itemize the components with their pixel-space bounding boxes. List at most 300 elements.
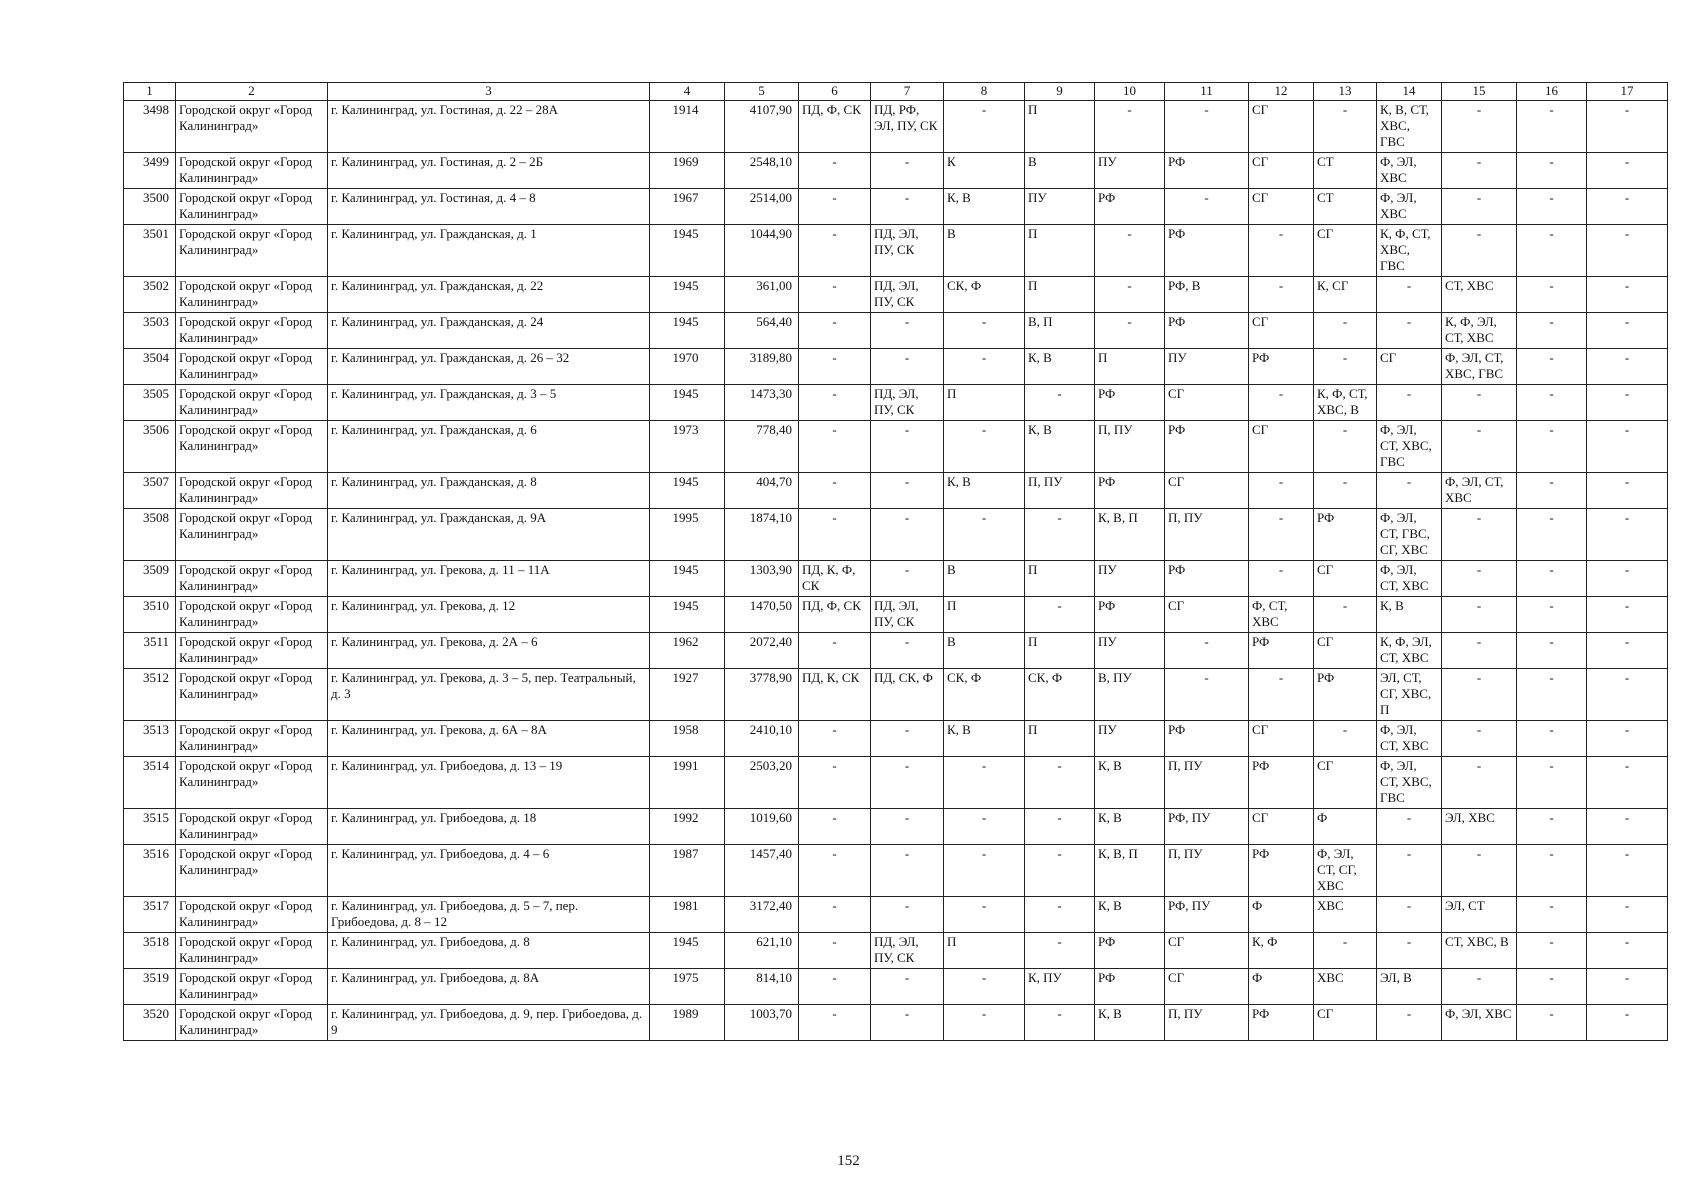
table-cell: - [1517, 633, 1587, 669]
table-cell: - [1095, 101, 1165, 153]
table-cell: К, Ф, СТ, ХВС, ГВС [1377, 225, 1442, 277]
table-cell: П [1025, 633, 1095, 669]
table-cell: СГ [1165, 385, 1249, 421]
table-cell: Городской округ «Город Калининград» [176, 101, 328, 153]
table-cell: ПД, ЭЛ, ПУ, СК [871, 597, 944, 633]
table-cell: - [1517, 101, 1587, 153]
table-cell: К, Ф, ЭЛ, СТ, ХВС [1442, 313, 1517, 349]
table-cell: - [1587, 933, 1668, 969]
table-cell: П, ПУ [1025, 473, 1095, 509]
table-cell: 1995 [650, 509, 725, 561]
table-cell: - [1517, 473, 1587, 509]
table-cell: 3512 [124, 669, 176, 721]
table-cell: г. Калининград, ул. Гражданская, д. 9А [328, 509, 650, 561]
table-cell: - [799, 809, 871, 845]
table-cell: ПД, Ф, СК [799, 101, 871, 153]
table-cell: - [1587, 473, 1668, 509]
table-cell: - [871, 189, 944, 225]
table-cell: 1044,90 [725, 225, 799, 277]
table-cell: г. Калининград, ул. Грибоедова, д. 18 [328, 809, 650, 845]
table-cell: - [1442, 225, 1517, 277]
table-cell: 1945 [650, 473, 725, 509]
table-cell: - [1517, 1005, 1587, 1041]
table-row [124, 969, 1668, 1005]
table-cell: г. Калининград, ул. Грибоедова, д. 5 – 7, пер. Грибоедова, д. 8 – 12 [328, 897, 650, 933]
table-cell: 3499 [124, 153, 176, 189]
table-cell: ПУ [1095, 721, 1165, 757]
table-cell: ЭЛ, СТ, СГ, ХВС, П [1377, 669, 1442, 721]
table-cell: РФ [1095, 969, 1165, 1005]
table-row [124, 757, 1668, 809]
table-cell: г. Калининград, ул. Гражданская, д. 26 – 32 [328, 349, 650, 385]
table-cell: г. Калининград, ул. Грибоедова, д. 4 – 6 [328, 845, 650, 897]
table-cell: 1981 [650, 897, 725, 933]
table-cell: ПД, ЭЛ, ПУ, СК [871, 277, 944, 313]
table-cell: СГ [1165, 969, 1249, 1005]
table-cell: г. Калининград, ул. Гражданская, д. 22 [328, 277, 650, 313]
table-cell: Городской округ «Город Калининград» [176, 313, 328, 349]
table-cell: 2503,20 [725, 757, 799, 809]
table-cell: 1969 [650, 153, 725, 189]
table-cell: - [1377, 1005, 1442, 1041]
table-cell: РФ [1095, 597, 1165, 633]
table-cell: 2514,00 [725, 189, 799, 225]
table-cell: РФ [1165, 153, 1249, 189]
table-cell: Городской округ «Город Калининград» [176, 845, 328, 897]
table-cell: Ф [1314, 809, 1377, 845]
table-cell: РФ [1249, 757, 1314, 809]
table-cell: - [1442, 845, 1517, 897]
table-cell: СТ [1314, 153, 1377, 189]
table-cell: П, ПУ [1165, 845, 1249, 897]
table-cell: - [799, 313, 871, 349]
table-row [124, 277, 1668, 313]
table-cell: - [1442, 757, 1517, 809]
table-cell: - [1517, 561, 1587, 597]
table-cell: РФ [1165, 313, 1249, 349]
table-cell: К [944, 153, 1025, 189]
table-cell: г. Калининград, ул. Грекова, д. 11 – 11А [328, 561, 650, 597]
table-row [124, 349, 1668, 385]
table-cell: - [1517, 669, 1587, 721]
table-cell: 1992 [650, 809, 725, 845]
table-cell: 3508 [124, 509, 176, 561]
table-cell: - [1025, 809, 1095, 845]
table-cell: К, В [1095, 1005, 1165, 1041]
table-cell: - [944, 349, 1025, 385]
table-cell: 3502 [124, 277, 176, 313]
table-cell: Городской округ «Город Калининград» [176, 153, 328, 189]
table-cell: 3778,90 [725, 669, 799, 721]
table-cell: г. Калининград, ул. Гостиная, д. 22 – 28А [328, 101, 650, 153]
table-cell: - [1587, 225, 1668, 277]
table-cell: - [871, 561, 944, 597]
table-cell: - [1165, 101, 1249, 153]
table-cell: - [1442, 669, 1517, 721]
table-cell: - [1587, 153, 1668, 189]
table-cell: - [799, 473, 871, 509]
table-cell: П [944, 385, 1025, 421]
table-cell: - [799, 933, 871, 969]
table-cell: - [1249, 277, 1314, 313]
table-cell: К, В [944, 721, 1025, 757]
table-cell: - [1165, 189, 1249, 225]
table-cell: - [944, 897, 1025, 933]
table-cell: - [1587, 509, 1668, 561]
table-cell: - [871, 313, 944, 349]
table-cell: - [944, 845, 1025, 897]
table-cell: - [799, 897, 871, 933]
table-cell: - [1517, 809, 1587, 845]
table-cell: - [1249, 509, 1314, 561]
table-cell: П, ПУ [1165, 509, 1249, 561]
table-cell: - [799, 509, 871, 561]
table-cell: К, СГ [1314, 277, 1377, 313]
table-cell: - [1587, 669, 1668, 721]
table-cell: - [871, 349, 944, 385]
table-cell: - [1587, 101, 1668, 153]
table-cell: г. Калининград, ул. Гражданская, д. 3 – 5 [328, 385, 650, 421]
table-cell: Ф, ЭЛ, СТ, ХВС [1377, 561, 1442, 597]
table-cell: ПД, Ф, СК [799, 597, 871, 633]
table-cell: Ф, ЭЛ, СТ, ХВС, ГВС [1377, 757, 1442, 809]
table-cell: РФ, В [1165, 277, 1249, 313]
table-cell: В [944, 633, 1025, 669]
table-cell: - [1442, 153, 1517, 189]
table-cell: - [1587, 349, 1668, 385]
table-cell: 1991 [650, 757, 725, 809]
table-cell: - [1587, 561, 1668, 597]
table-cell: ХВС [1314, 897, 1377, 933]
table-cell: СГ [1165, 933, 1249, 969]
table-cell: - [1517, 153, 1587, 189]
table-cell: - [1249, 225, 1314, 277]
table-cell: - [1442, 597, 1517, 633]
table-cell: - [871, 633, 944, 669]
table-cell: - [799, 845, 871, 897]
table-cell: - [871, 721, 944, 757]
column-header: 4 [650, 83, 725, 101]
table-cell: Городской округ «Город Калининград» [176, 277, 328, 313]
table-cell: - [1314, 421, 1377, 473]
table-cell: Ф, ЭЛ, СТ, СГ, ХВС [1314, 845, 1377, 897]
table-row [124, 225, 1668, 277]
table-row [124, 313, 1668, 349]
column-header: 7 [871, 83, 944, 101]
table-cell: Городской округ «Город Калининград» [176, 933, 328, 969]
table-cell: 778,40 [725, 421, 799, 473]
table-cell: СГ [1249, 313, 1314, 349]
table-cell: - [799, 757, 871, 809]
table-cell: - [1587, 721, 1668, 757]
table-cell: ХВС [1314, 969, 1377, 1005]
table-cell: - [799, 189, 871, 225]
table-cell: П, ПУ [1165, 757, 1249, 809]
table-cell: - [1314, 349, 1377, 385]
table-cell: - [1249, 669, 1314, 721]
table-cell: Городской округ «Город Калининград» [176, 969, 328, 1005]
table-cell: - [1095, 225, 1165, 277]
column-header: 10 [1095, 83, 1165, 101]
table-cell: - [1377, 933, 1442, 969]
table-cell: - [1025, 597, 1095, 633]
table-row [124, 809, 1668, 845]
table-cell: К, В [1095, 809, 1165, 845]
table-cell: - [1442, 189, 1517, 225]
table-cell: П [944, 933, 1025, 969]
table-cell: РФ, ПУ [1165, 809, 1249, 845]
table-cell: 1958 [650, 721, 725, 757]
table-cell: РФ [1165, 721, 1249, 757]
table-cell: - [871, 473, 944, 509]
table-cell: 361,00 [725, 277, 799, 313]
table-cell: г. Калининград, ул. Грибоедова, д. 9, пер. Грибоедова, д. 9 [328, 1005, 650, 1041]
table-cell: 3500 [124, 189, 176, 225]
table-cell: 404,70 [725, 473, 799, 509]
table-cell: П [1095, 349, 1165, 385]
table-cell: СГ [1314, 633, 1377, 669]
table-cell: РФ [1095, 473, 1165, 509]
table-cell: 1003,70 [725, 1005, 799, 1041]
table-cell: - [1442, 509, 1517, 561]
table-cell: 3501 [124, 225, 176, 277]
table-cell: - [1442, 633, 1517, 669]
table-cell: Городской округ «Город Калининград» [176, 561, 328, 597]
table-cell: - [1517, 933, 1587, 969]
table-cell: 1989 [650, 1005, 725, 1041]
table-cell: СК, Ф [944, 277, 1025, 313]
table-cell: ЭЛ, ХВС [1442, 809, 1517, 845]
table-cell: Городской округ «Город Калининград» [176, 349, 328, 385]
table-cell: - [944, 313, 1025, 349]
table-cell: - [1314, 721, 1377, 757]
table-cell: 2548,10 [725, 153, 799, 189]
table-cell: РФ [1314, 509, 1377, 561]
table-cell: РФ [1165, 421, 1249, 473]
table-cell: Городской округ «Город Калининград» [176, 597, 328, 633]
table-cell: ПД, ЭЛ, ПУ, СК [871, 225, 944, 277]
table-cell: 564,40 [725, 313, 799, 349]
table-cell: Ф, ЭЛ, СТ, ХВС, ГВС [1377, 421, 1442, 473]
table-cell: - [1442, 561, 1517, 597]
table-cell: г. Калининград, ул. Гражданская, д. 1 [328, 225, 650, 277]
table-cell: 1987 [650, 845, 725, 897]
column-header: 13 [1314, 83, 1377, 101]
table-cell: РФ [1249, 349, 1314, 385]
table-cell: - [871, 1005, 944, 1041]
table-cell: СГ [1165, 597, 1249, 633]
column-header: 3 [328, 83, 650, 101]
table-cell: - [1587, 189, 1668, 225]
table-cell: г. Калининград, ул. Грибоедова, д. 8А [328, 969, 650, 1005]
table-cell: - [1517, 385, 1587, 421]
table-cell: 2072,40 [725, 633, 799, 669]
table-cell: 3506 [124, 421, 176, 473]
table-cell: - [799, 153, 871, 189]
table-body [124, 101, 1668, 1041]
table-cell: Ф, ЭЛ, ХВС [1442, 1005, 1517, 1041]
table-cell: - [1377, 473, 1442, 509]
table-cell: - [1377, 845, 1442, 897]
table-cell: СК, Ф [944, 669, 1025, 721]
table-cell: - [1025, 897, 1095, 933]
table-cell: - [871, 969, 944, 1005]
table-cell: - [1025, 757, 1095, 809]
table-cell: г. Калининград, ул. Гостиная, д. 4 – 8 [328, 189, 650, 225]
table-cell: 1303,90 [725, 561, 799, 597]
table-cell: Городской округ «Город Калининград» [176, 757, 328, 809]
table-cell: 621,10 [725, 933, 799, 969]
table-cell: СГ [1377, 349, 1442, 385]
table-cell: - [1517, 721, 1587, 757]
table-cell: г. Калининград, ул. Грекова, д. 12 [328, 597, 650, 633]
table-cell: 814,10 [725, 969, 799, 1005]
table-cell: Ф, ЭЛ, ХВС [1377, 189, 1442, 225]
table-cell: К, В [1095, 757, 1165, 809]
table-row [124, 845, 1668, 897]
table-cell: 1945 [650, 933, 725, 969]
table-cell: - [799, 385, 871, 421]
table-cell: П, ПУ [1165, 1005, 1249, 1041]
table-cell: - [1314, 473, 1377, 509]
table-cell: Городской округ «Город Калининград» [176, 721, 328, 757]
table-cell: - [944, 757, 1025, 809]
table-cell: - [1587, 897, 1668, 933]
table-cell: РФ [1249, 845, 1314, 897]
table-cell: - [1314, 313, 1377, 349]
table-cell: СТ, ХВС, В [1442, 933, 1517, 969]
table-cell: - [1025, 385, 1095, 421]
table-cell: РФ [1249, 1005, 1314, 1041]
table-cell: СГ [1249, 421, 1314, 473]
table-cell: СГ [1314, 225, 1377, 277]
table-cell: - [1587, 809, 1668, 845]
table-cell: - [1517, 189, 1587, 225]
table-cell: СГ [1249, 153, 1314, 189]
table-cell: Ф, ЭЛ, СТ, ГВС, СГ, ХВС [1377, 509, 1442, 561]
column-header: 9 [1025, 83, 1095, 101]
table-cell: 3516 [124, 845, 176, 897]
table-cell: РФ [1095, 933, 1165, 969]
table-cell: 3515 [124, 809, 176, 845]
table-cell: ЭЛ, СТ [1442, 897, 1517, 933]
table-cell: 3172,40 [725, 897, 799, 933]
table-cell: г. Калининград, ул. Грекова, д. 6А – 8А [328, 721, 650, 757]
table-cell: В [944, 225, 1025, 277]
column-header: 15 [1442, 83, 1517, 101]
table-cell: Городской округ «Город Калининград» [176, 633, 328, 669]
table-row [124, 669, 1668, 721]
table-cell: - [871, 509, 944, 561]
table-cell: 3510 [124, 597, 176, 633]
table-cell: Ф [1249, 897, 1314, 933]
table-cell: Городской округ «Город Калининград» [176, 669, 328, 721]
table-cell: 1945 [650, 313, 725, 349]
table-cell: - [799, 1005, 871, 1041]
table-row [124, 1005, 1668, 1041]
table-cell: - [1442, 969, 1517, 1005]
table-cell: Ф [1249, 969, 1314, 1005]
table-cell: 1914 [650, 101, 725, 153]
table-cell: ЭЛ, В [1377, 969, 1442, 1005]
table-cell: К, В, П [1095, 509, 1165, 561]
table-cell: В, П [1025, 313, 1095, 349]
table-cell: г. Калининград, ул. Гражданская, д. 8 [328, 473, 650, 509]
table-cell: ПУ [1165, 349, 1249, 385]
table-cell: - [944, 509, 1025, 561]
table-cell: 2410,10 [725, 721, 799, 757]
table-cell: 1019,60 [725, 809, 799, 845]
table-cell: - [1314, 101, 1377, 153]
table-cell: - [1314, 933, 1377, 969]
table-cell: - [1517, 509, 1587, 561]
table-cell: - [1025, 509, 1095, 561]
column-header: 5 [725, 83, 799, 101]
table-cell: СГ [1314, 1005, 1377, 1041]
table-cell: - [1025, 845, 1095, 897]
table-cell: г. Калининград, ул. Гражданская, д. 6 [328, 421, 650, 473]
table-cell: - [1517, 597, 1587, 633]
table-cell: В [944, 561, 1025, 597]
table-cell: 1874,10 [725, 509, 799, 561]
column-header: 12 [1249, 83, 1314, 101]
table-cell: 4107,90 [725, 101, 799, 153]
table-cell: Ф, ЭЛ, ХВС [1377, 153, 1442, 189]
table-cell: 3520 [124, 1005, 176, 1041]
table-cell: - [1517, 845, 1587, 897]
table-cell: - [1095, 277, 1165, 313]
table-cell: - [1249, 561, 1314, 597]
table-cell: - [799, 421, 871, 473]
table-cell: 1945 [650, 277, 725, 313]
table-cell: 1470,50 [725, 597, 799, 633]
table-cell: - [1587, 597, 1668, 633]
table-cell: 1945 [650, 561, 725, 597]
column-header: 1 [124, 83, 176, 101]
page-number: 152 [837, 1153, 860, 1169]
table-cell: РФ [1165, 561, 1249, 597]
table-cell: К, Ф, ЭЛ, СТ, ХВС [1377, 633, 1442, 669]
table-cell: 3498 [124, 101, 176, 153]
table-cell: - [1025, 933, 1095, 969]
table-cell: - [1587, 969, 1668, 1005]
column-header: 6 [799, 83, 871, 101]
table-cell: СГ [1314, 561, 1377, 597]
table-cell: 1962 [650, 633, 725, 669]
table-cell: - [1517, 757, 1587, 809]
table-cell: 3517 [124, 897, 176, 933]
table-cell: ПУ [1095, 561, 1165, 597]
table-cell: Городской округ «Город Калининград» [176, 509, 328, 561]
table-cell: 3519 [124, 969, 176, 1005]
table-cell: П [1025, 277, 1095, 313]
table-row [124, 153, 1668, 189]
table-cell: - [1377, 313, 1442, 349]
table-cell: - [1587, 421, 1668, 473]
table-cell: - [1587, 385, 1668, 421]
table-cell: 1975 [650, 969, 725, 1005]
table-cell: 1927 [650, 669, 725, 721]
table-cell: СТ [1314, 189, 1377, 225]
table-cell: СГ [1249, 101, 1314, 153]
table-cell: 1945 [650, 597, 725, 633]
table-row [124, 509, 1668, 561]
register-table [123, 82, 1668, 1041]
table-cell: СГ [1165, 473, 1249, 509]
table-cell: Городской округ «Город Калининград» [176, 421, 328, 473]
table-cell: К, В, СТ, ХВС, ГВС [1377, 101, 1442, 153]
table-cell: ПУ [1025, 189, 1095, 225]
